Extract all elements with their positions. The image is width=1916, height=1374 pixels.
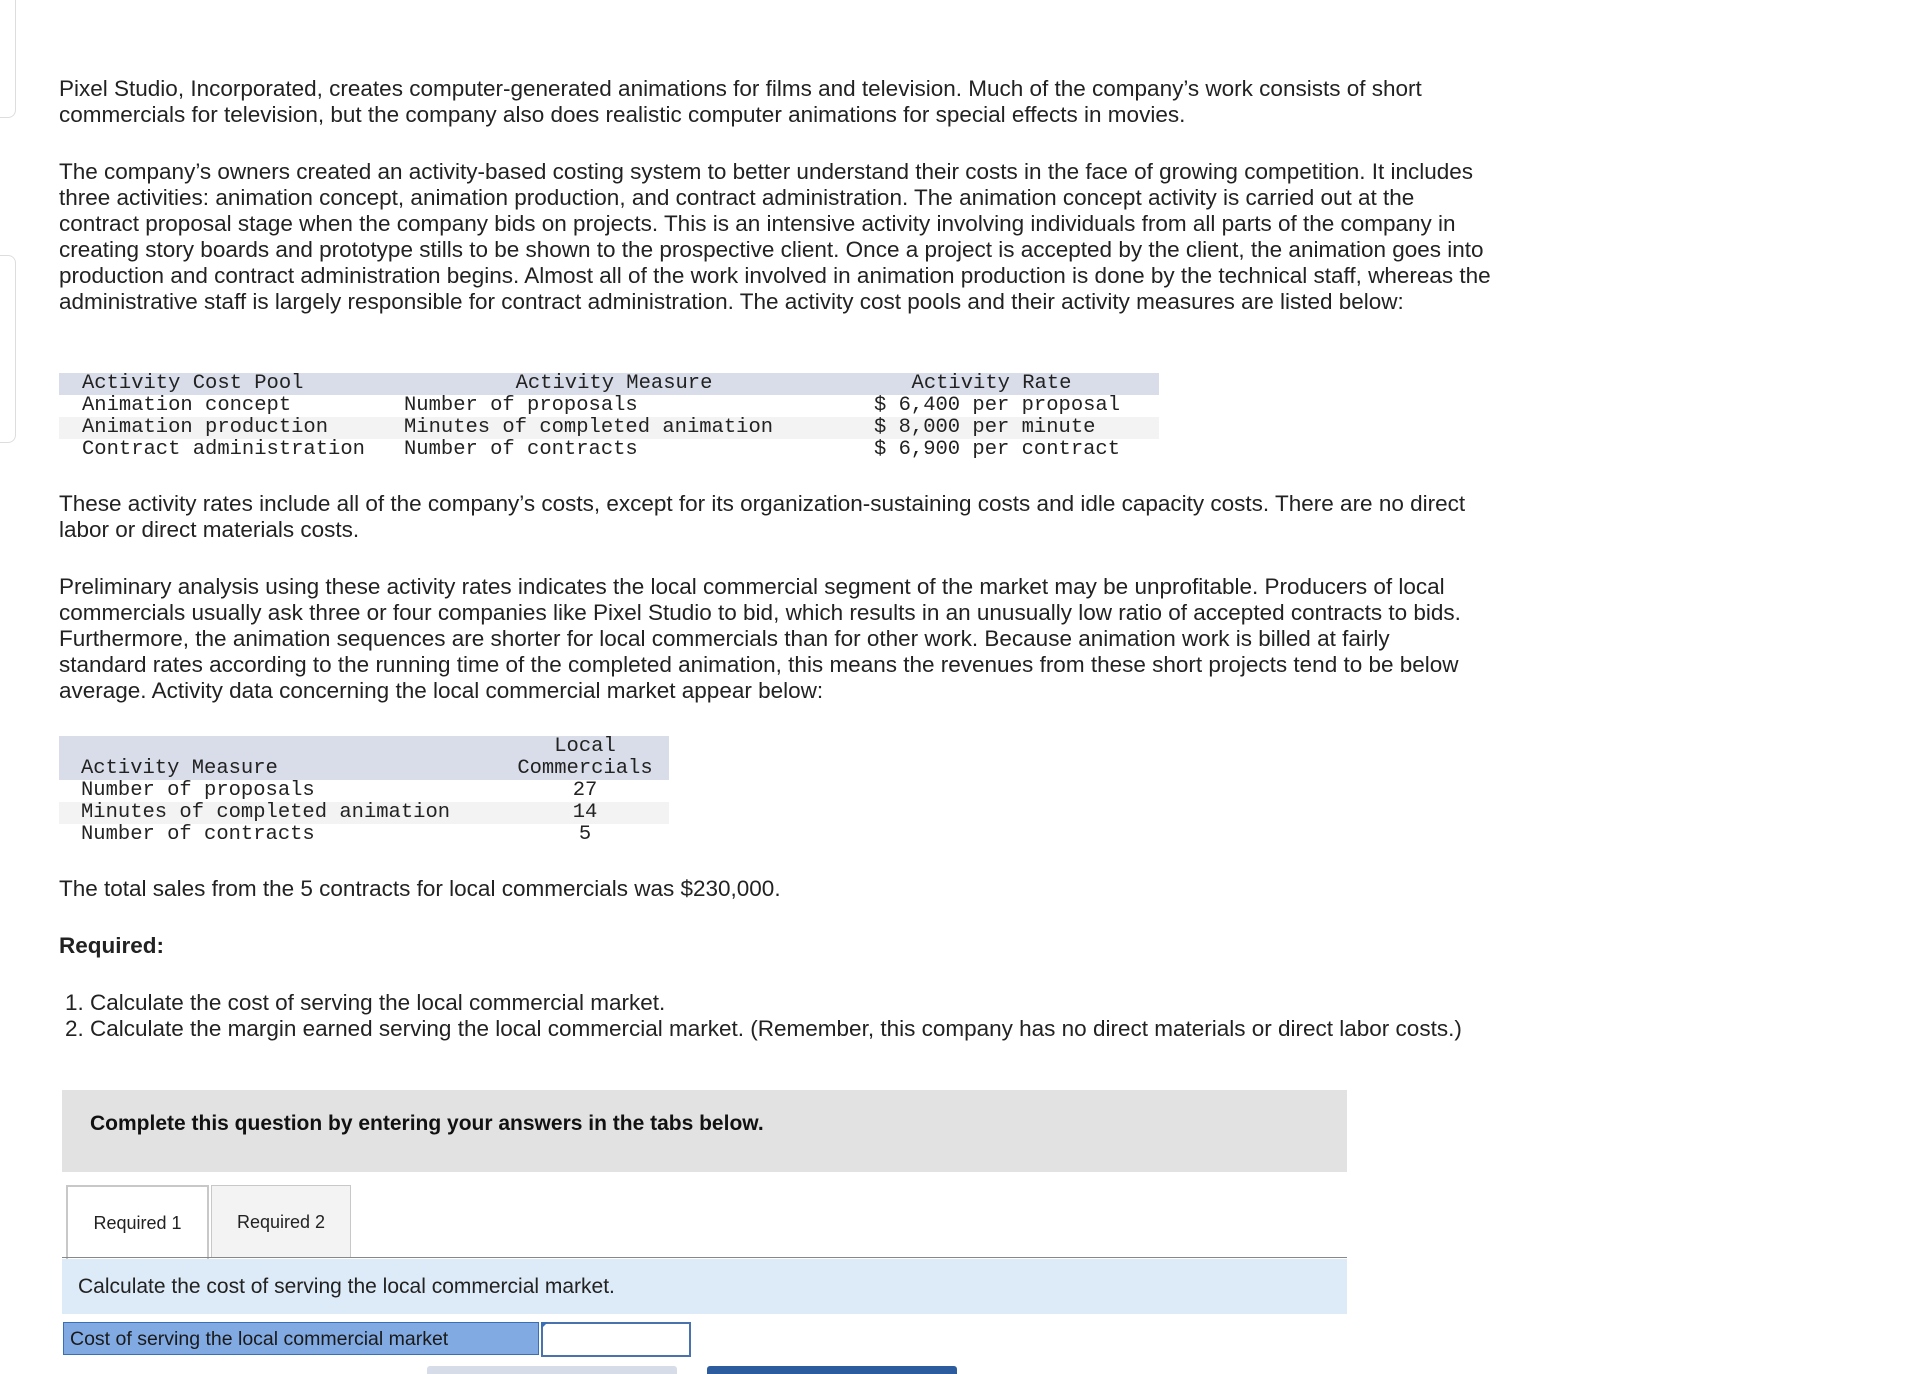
table-cell: 14	[501, 802, 669, 824]
tab-required-2[interactable]: Required 2	[211, 1185, 351, 1258]
required-heading: Required:	[59, 933, 165, 958]
instructions-banner	[62, 1090, 1347, 1172]
table-header-cell: Activity Measure	[59, 758, 501, 780]
table-row	[59, 824, 669, 846]
table-cell: Number of contracts	[81, 823, 315, 846]
tab-panel-instruction-text: Calculate the cost of serving the local commercial market.	[78, 1275, 615, 1298]
table-header-cell: Commercials	[501, 758, 669, 780]
table-row	[59, 395, 1159, 417]
table-header-row	[59, 758, 669, 780]
tab-divider	[62, 1257, 1347, 1258]
rates-note-paragraph: These activity rates include all of the company’s costs, except for its organization-sustaining costs and idle capacity costs. There are no direct labor or direct materials costs.	[59, 491, 1466, 542]
list-item: 2. Calculate the margin earned serving the local commercial market. (Remember, this company has no direct materials or direct labor costs.)	[90, 1016, 1510, 1042]
preliminary-analysis-paragraph: Preliminary analysis using these activity rates indicates the local commercial segment of the market may be unprofitable. Producers of local commercials usually ask three or four companies like Pixel Studio to bid, which results in an unusually low ratio of accepted contracts to bids. Furthermore, the animation sequences are shorter for local commercials than for other work. Because animation work is billed at fairly standard rates according to the running time of the completed animation, this means the revenues from these short projects tend to be below average. Activity data concerning the local commercial market appear below:	[59, 574, 1461, 703]
table-cell: Contract administration	[82, 438, 365, 461]
table-cell: Minutes of completed animation	[404, 417, 824, 439]
question-text	[59, 876, 1499, 1042]
table-cell: Minutes of completed animation	[59, 802, 501, 824]
question-text	[59, 491, 1499, 704]
table-cell: Animation production	[59, 417, 404, 439]
tab-panel-instruction	[62, 1259, 1347, 1314]
table-header-row	[59, 736, 669, 758]
table-row	[59, 439, 1159, 461]
intro-paragraph-2: The company’s owners created an activity-based costing system to better understand their costs in the face of growing competition. It includes three activities: animation concept, animation production, and contract administration. The animation concept activity is carried out at the contract proposal stage when the company bids on projects. This is an intensive activity involving individuals from all parts of the company in creating story boards and prototype stills to be shown to the prospective client. Once a project is accepted by the client, the animation goes into production and contract administration begins. Almost all of the work involved in animation production is done by the technical staff, whereas the administrative staff is largely responsible for contract administration. The activity cost pools and their activity measures are listed below:	[59, 159, 1491, 314]
table-row	[59, 417, 1159, 439]
local-commercial-table	[59, 736, 669, 846]
table-cell: $ 6,400 per proposal	[874, 394, 1121, 417]
activity-rate-table	[59, 373, 1159, 461]
answer-label: Cost of serving the local commercial market	[63, 1322, 539, 1355]
tab-required-1[interactable]: Required 1	[66, 1185, 209, 1259]
table-header-cell: Local	[501, 736, 669, 758]
table-cell: $ 8,000 per minute	[824, 417, 1159, 439]
table-cell: $ 6,900 per contract	[874, 438, 1121, 461]
table-row	[59, 780, 669, 802]
table-header-cell: Activity Rate	[824, 373, 1159, 395]
next-button[interactable]	[707, 1366, 957, 1374]
required-list	[59, 990, 1510, 1042]
table-header-row	[59, 373, 1159, 395]
instructions-text: Complete this question by entering your answers in the tabs below.	[90, 1112, 764, 1135]
question-text	[59, 76, 1499, 315]
intro-paragraph-1: Pixel Studio, Incorporated, creates computer-generated animations for films and television. Much of the company’s work consists of short commercials for television, but the company also does realistic computer animations for special effects in movies.	[59, 76, 1422, 127]
table-row	[59, 802, 669, 824]
list-item: 1. Calculate the cost of serving the local commercial market.	[90, 990, 1510, 1016]
input-corner-marker	[541, 1322, 548, 1329]
table-cell: 27	[572, 779, 598, 802]
total-sales-paragraph: The total sales from the 5 contracts for local commercials was $230,000.	[59, 876, 781, 901]
table-cell: Animation concept	[82, 394, 292, 417]
table-cell: 5	[578, 823, 592, 846]
left-panel-edge	[0, 0, 16, 118]
table-header-cell: Activity Measure	[404, 373, 824, 395]
left-panel-edge	[0, 255, 16, 443]
table-cell: Number of contracts	[404, 438, 638, 461]
table-header-cell: Activity Cost Pool	[59, 373, 404, 395]
cost-answer-input[interactable]	[541, 1322, 691, 1357]
table-cell: Number of proposals	[81, 779, 315, 802]
prev-button[interactable]	[427, 1366, 677, 1374]
table-cell: Number of proposals	[404, 394, 638, 417]
